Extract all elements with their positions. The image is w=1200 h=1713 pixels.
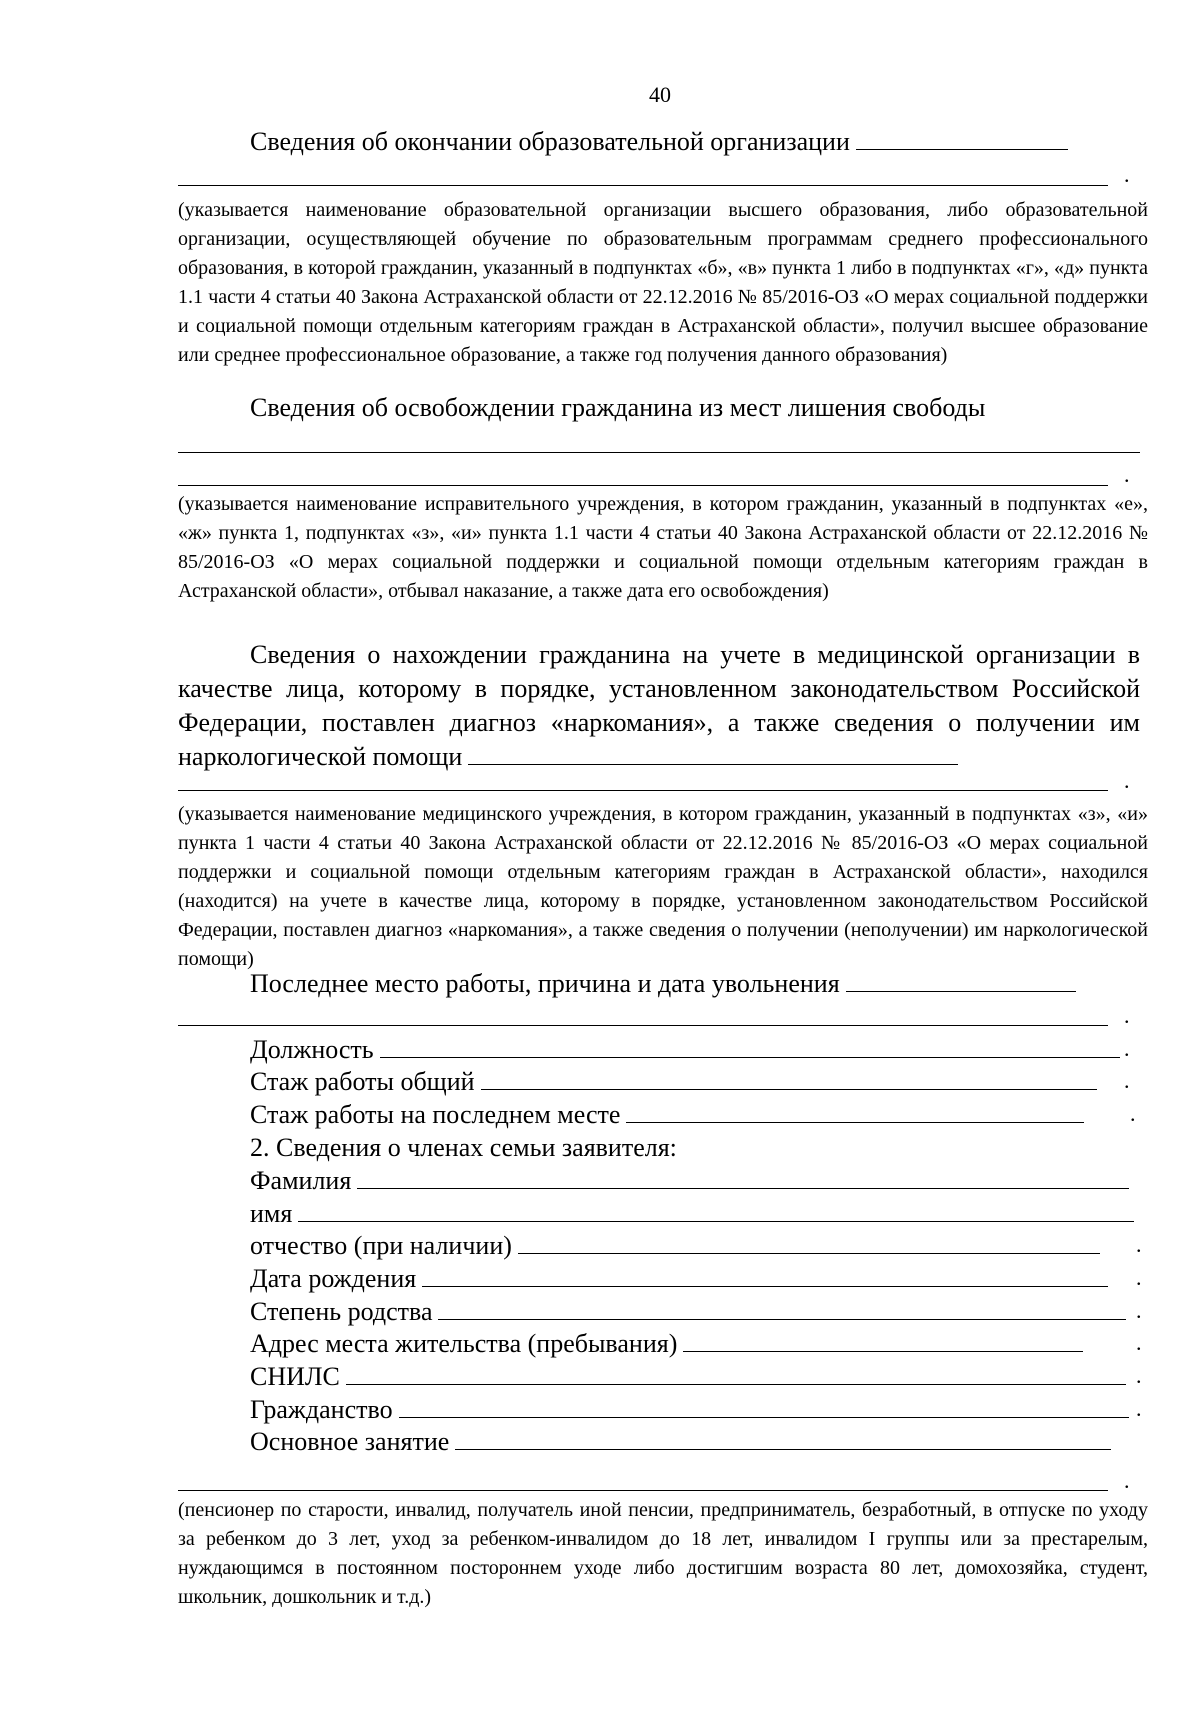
occupation-note: (пенсионер по старости, инвалид, получатель иной пенсии, предприниматель, безработный, в отпуске по уходу за ребенком до 3 лет, уход за ребенком-инвалидом до 18 лет, инвалидом I группы или за престарелым, нуждающимся в постоянном постороннем уходе либо достигшим возраста 80 лет, домохозяйка, студент, школьник, дошкольник и т.д.) (178, 1499, 1148, 1608)
medical-label: Сведения о нахождении гражданина на учете в медицинской организации в качестве лица, которому в порядке, установленном законодательством Российской Федерации, поставлен диагноз «наркомания», а также сведения о получении им наркологической помощи (178, 640, 1140, 771)
medical-field-continued[interactable] (178, 790, 1108, 791)
release-field[interactable] (178, 452, 1140, 453)
period: . (1136, 1396, 1142, 1421)
release-label: Сведения об освобождении гражданина из мест лишения свободы (250, 393, 986, 422)
period: . (1136, 1363, 1142, 1388)
release-field-continued[interactable] (178, 485, 1108, 486)
family-heading: 2. Сведения о членах семьи заявителя: (250, 1133, 677, 1162)
name-row (250, 1198, 1134, 1230)
occupation-field[interactable] (455, 1427, 1111, 1450)
surname-label: Фамилия (250, 1166, 352, 1195)
period: . (1136, 1232, 1142, 1257)
last-exp-label: Стаж работы на последнем месте (250, 1100, 621, 1129)
relation-row (250, 1296, 1126, 1328)
snils-row (250, 1361, 1126, 1393)
period: . (1124, 768, 1130, 793)
education-field-continued[interactable] (178, 185, 1108, 186)
relation-label: Степень родства (250, 1297, 433, 1326)
education-field[interactable] (856, 127, 1068, 150)
address-field[interactable] (683, 1329, 1083, 1352)
period: . (1124, 1036, 1130, 1061)
medical-note: (указывается наименование медицинского учреждения, в котором гражданин, указанный в подпунктах «з», «и» пункта 1 части 4 статьи 40 Закона Астраханской области от 22.12.2016 № 85/2016-ОЗ «О мерах социальной поддержки и социальной помощи отдельным категориям граждан в Астраханской области», находился (находится) на учете в качестве лица, которому в порядке, установленном законодательством Российской Федерации, поставлен диагноз «наркомания», а также сведения о получении (неполучении) им наркологической помощи) (178, 803, 1148, 970)
position-row (250, 1034, 1120, 1066)
patronymic-field[interactable] (518, 1231, 1100, 1254)
release-label-row (250, 392, 1140, 424)
period: . (1124, 1468, 1130, 1493)
birth-date-row (250, 1263, 1108, 1295)
occupation-field-continued[interactable] (178, 1490, 1108, 1491)
surname-field[interactable] (357, 1166, 1129, 1189)
education-label: Сведения об окончании образовательной организации (250, 127, 850, 156)
period: . (1124, 1068, 1130, 1093)
total-exp-field[interactable] (481, 1067, 1097, 1090)
occupation-row (250, 1426, 1111, 1458)
total-exp-row (250, 1066, 1097, 1098)
release-note: (указывается наименование исправительного учреждения, в котором гражданин, указанный в подпунктах «е», «ж» пункта 1, подпунктах «з», «и» пункта 1.1 части 4 статьи 40 Закона Астраханской области от 22.12.2016 № 85/2016-ОЗ «О мерах социальной поддержки и социальной помощи отдельным категориям граждан в Астраханской области», отбывал наказание, а также дата его освобождения) (178, 493, 1148, 602)
last-job-label: Последнее место работы, причина и дата увольнения (250, 969, 840, 998)
page-number: 40 (649, 82, 671, 107)
last-job-row (250, 968, 1076, 1000)
education-label-row (250, 126, 1068, 158)
period: . (1130, 1101, 1136, 1126)
period: . (1136, 1330, 1142, 1355)
medical-field[interactable] (468, 742, 958, 765)
citizenship-row (250, 1394, 1129, 1426)
citizenship-label: Гражданство (250, 1395, 393, 1424)
relation-field[interactable] (438, 1297, 1126, 1320)
last-job-field-continued[interactable] (178, 1025, 1108, 1026)
surname-row (250, 1165, 1129, 1197)
snils-label: СНИЛС (250, 1362, 340, 1391)
period: . (1136, 1265, 1142, 1290)
period: . (1124, 462, 1130, 487)
address-row (250, 1328, 1083, 1360)
period: . (1136, 1298, 1142, 1323)
snils-field[interactable] (346, 1362, 1126, 1385)
last-exp-field[interactable] (626, 1100, 1084, 1123)
birth-date-label: Дата рождения (250, 1264, 417, 1293)
position-field[interactable] (380, 1035, 1120, 1058)
address-label: Адрес места жительства (пребывания) (250, 1329, 678, 1358)
patronymic-row (250, 1230, 1100, 1262)
position-label: Должность (250, 1035, 374, 1064)
occupation-label: Основное занятие (250, 1427, 450, 1456)
last-job-field[interactable] (846, 969, 1076, 992)
patronymic-label: отчество (при наличии) (250, 1231, 512, 1260)
education-note: (указывается наименование образовательной организации высшего образования, либо образовательной организации, осуществляющей обучение по образовательным программам среднего профессионального образования, в которой гражданин, указанный в подпунктах «б», «в» пункта 1 либо в подпунктах «г», «д» пункта 1.1 части 4 статьи 40 Закона Астраханской области от 22.12.2016 № 85/2016-ОЗ «О мерах социальной поддержки и социальной помощи отдельным категориям граждан в Астраханской области», получил высшее образование или среднее профессиональное образование, а также год получения данного образования) (178, 199, 1148, 366)
citizenship-field[interactable] (399, 1395, 1129, 1418)
period: . (1124, 162, 1130, 187)
last-exp-row (250, 1099, 1084, 1131)
birth-date-field[interactable] (422, 1264, 1108, 1287)
total-exp-label: Стаж работы общий (250, 1067, 475, 1096)
period: . (1124, 1003, 1130, 1028)
name-label: имя (250, 1199, 293, 1228)
name-field[interactable] (298, 1199, 1134, 1222)
